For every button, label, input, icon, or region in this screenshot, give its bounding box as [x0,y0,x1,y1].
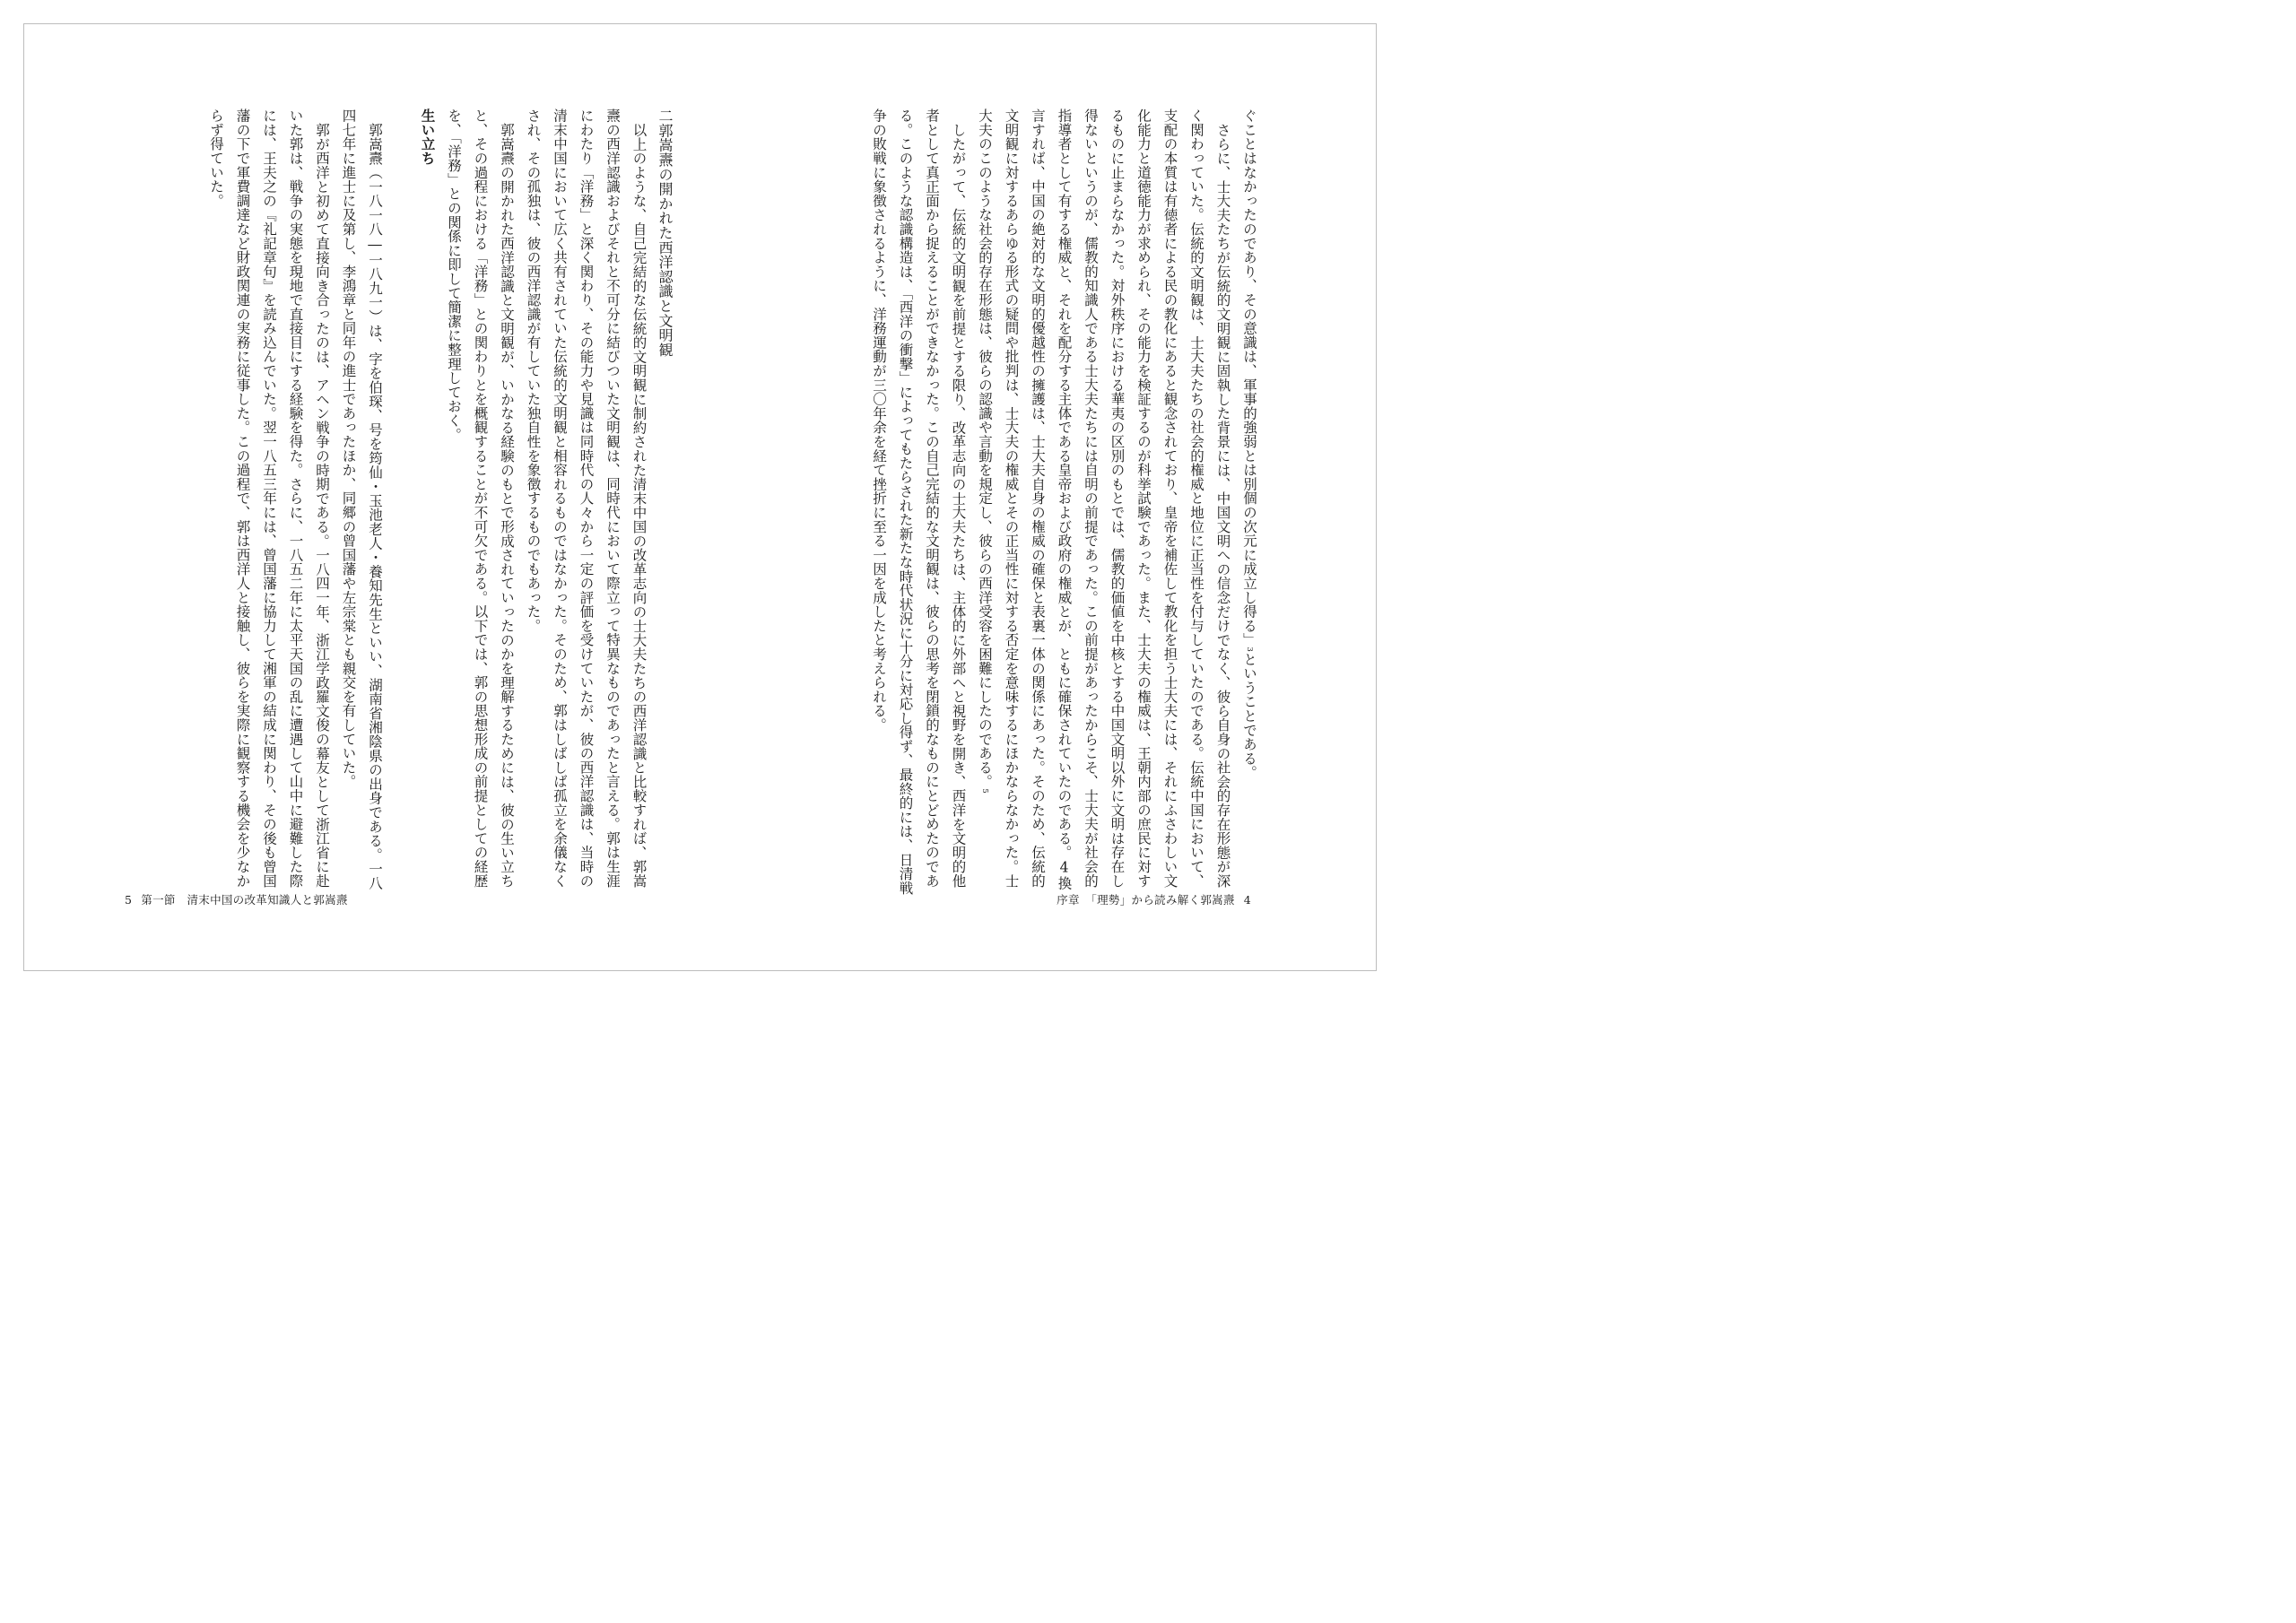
paragraph: さらに、士大夫たちが伝統的文明観に固執した背景には、中国文明への信念だけでなく、彼ら自身の社会的存在形態が深く関わっていた。伝統的文明観は、士大夫たちの社会的権威と地位に正当性を付与していたのである。伝統中国において、支配の本質は有徳者による民の教化にあると観念されており、皇帝を補佐して教化を担う士大夫には、それにふさわしい文化能力と道徳能力が求められ、その能力を検証するのが科挙試験であった。また、士大夫の権威は、王朝内部の庶民に対するものに止まらなかった。対外秩序における華夷の区別のもとでは、儒教的価値を中核とする中国文明以外に文明は存在し得ないというのが、儒教的知識人である士大夫たちには自明の前提であった。この前提があったからこそ、士大夫が社会的指導者として有する権威と、それを配分する主体である皇帝および政府の権威とが、ともに確保されていたのである。4換言すれば、中国の絶対的な文明的優越性の擁護は、士大夫自身の権威の確保と表裏一体の関係にあった。そのため、伝統的文明観に対するあらゆる形式の疑問や批判は、士大夫の権威とその正当性に対する否定を意味するにほかならなかった。士大夫のこのような社会的存在形態は、彼らの認識や言動を規定し、彼らの西洋受容を困難にしたのである。5 [977,108,1231,890]
paragraph: 郭嵩燾（一八一八―一八九一）は、字を伯琛、号を筠仙・玉池老人・養知先生といい、湖南省湘陰県の出身である。一八四七年に進士に及第し、李鴻章と同年の進士であったほか、同郷の曾国藩や左宗棠とも親交を有していた。 [340,108,383,890]
section-title: 郭嵩燾の開かれた西洋認識と文明観 [657,123,674,358]
book-spread [23,23,1377,971]
paragraph: 以上のような、自己完結的な伝統的文明観に制約された清末中国の改革志向の士大夫たちの西洋認識と比較すれば、郭嵩燾の西洋認識およびそれと不可分に結びついた文明観は、同時代において際立って特異なものであったと言える。郭は生涯にわたり「洋務」と深く関わり、その能力や見識は同時代の人々から一定の評価を受けていたが、彼の西洋認識は、当時の清末中国において広く共有されていた伝統的文明観と相容れるものではなかった。そのため、郭はしばしば孤立を余儀なくされ、その孤独は、彼の西洋認識が有していた独自性を象徴するものでもあった。 [525,108,648,888]
right-page [700,24,1378,970]
right-page-body [724,108,1262,896]
note-reference: 5 [980,788,989,794]
folio-left [125,891,348,907]
running-head: 序章 「理勢」から読み解く郭嵩燾 [1057,893,1235,907]
left-page [24,24,700,970]
section-heading [652,108,679,896]
left-page-body [104,108,678,896]
paragraph: したがって、伝統的文明観を前提とする限り、改革志向の士大夫たちは、主体的に外部へと視野を開き、西洋を文明的他者として真正面から捉えることができなかった。この自己完結的な文明観は、彼らの思考を閉鎖的なものにとどめたのである。このような認識構造は、「西洋の衝撃」によってもたらされた新たな時代状況に十分に対応し得ず、最終的には、日清戦争の敗戦に象徴されるように、洋務運動が三〇年余を経て挫折に至る一因を成したと考えられる。 [871,108,967,896]
subheading: 生い立ち [419,108,436,166]
folio-right [1057,891,1260,907]
paragraph: ぐことはなかったのであり、その意識は、軍事的強弱とは別個の次元に成立し得る」3ということである。 [1241,108,1257,780]
running-head: 第一節 清末中国の改革知識人と郭嵩燾 [141,893,348,907]
paragraph: 郭が西洋と初めて直接向き合ったのは、アヘン戦争の時期である。一八四一年、浙江学政羅文俊の幕友として浙江省に赴いた郭は、戦争の実態を現地で直接目にする経験を得た。さらに、一八五二年に太平天国の乱に遭遇して山中に避難した際には、王夫之の『礼記章句』を読み込んでいた。翌一八五三年には、曾国藩に協力して湘軍の結成に関わり、その後も曾国藩の下で軍費調達など財政関連の実務に従事した。この過程で、郭は西洋人と接触し、彼らを実際に観察する機会を少なからず得ていた。 [208,108,330,888]
page-number: 5 [125,893,133,907]
note-reference: 3 [1245,647,1254,653]
section-number: 二 [657,108,674,124]
paragraph: 郭嵩燾の開かれた西洋認識と文明観が、いかなる経験のもとで形成されていったのかを理解するためには、彼の生い立ちと、その過程における「洋務」との関わりとを概観することが不可欠である。以下では、郭の思想形成の前提としての経歴を、「洋務」との関係に即して簡潔に整理しておく。 [446,108,515,888]
page-number: 4 [1243,893,1251,907]
